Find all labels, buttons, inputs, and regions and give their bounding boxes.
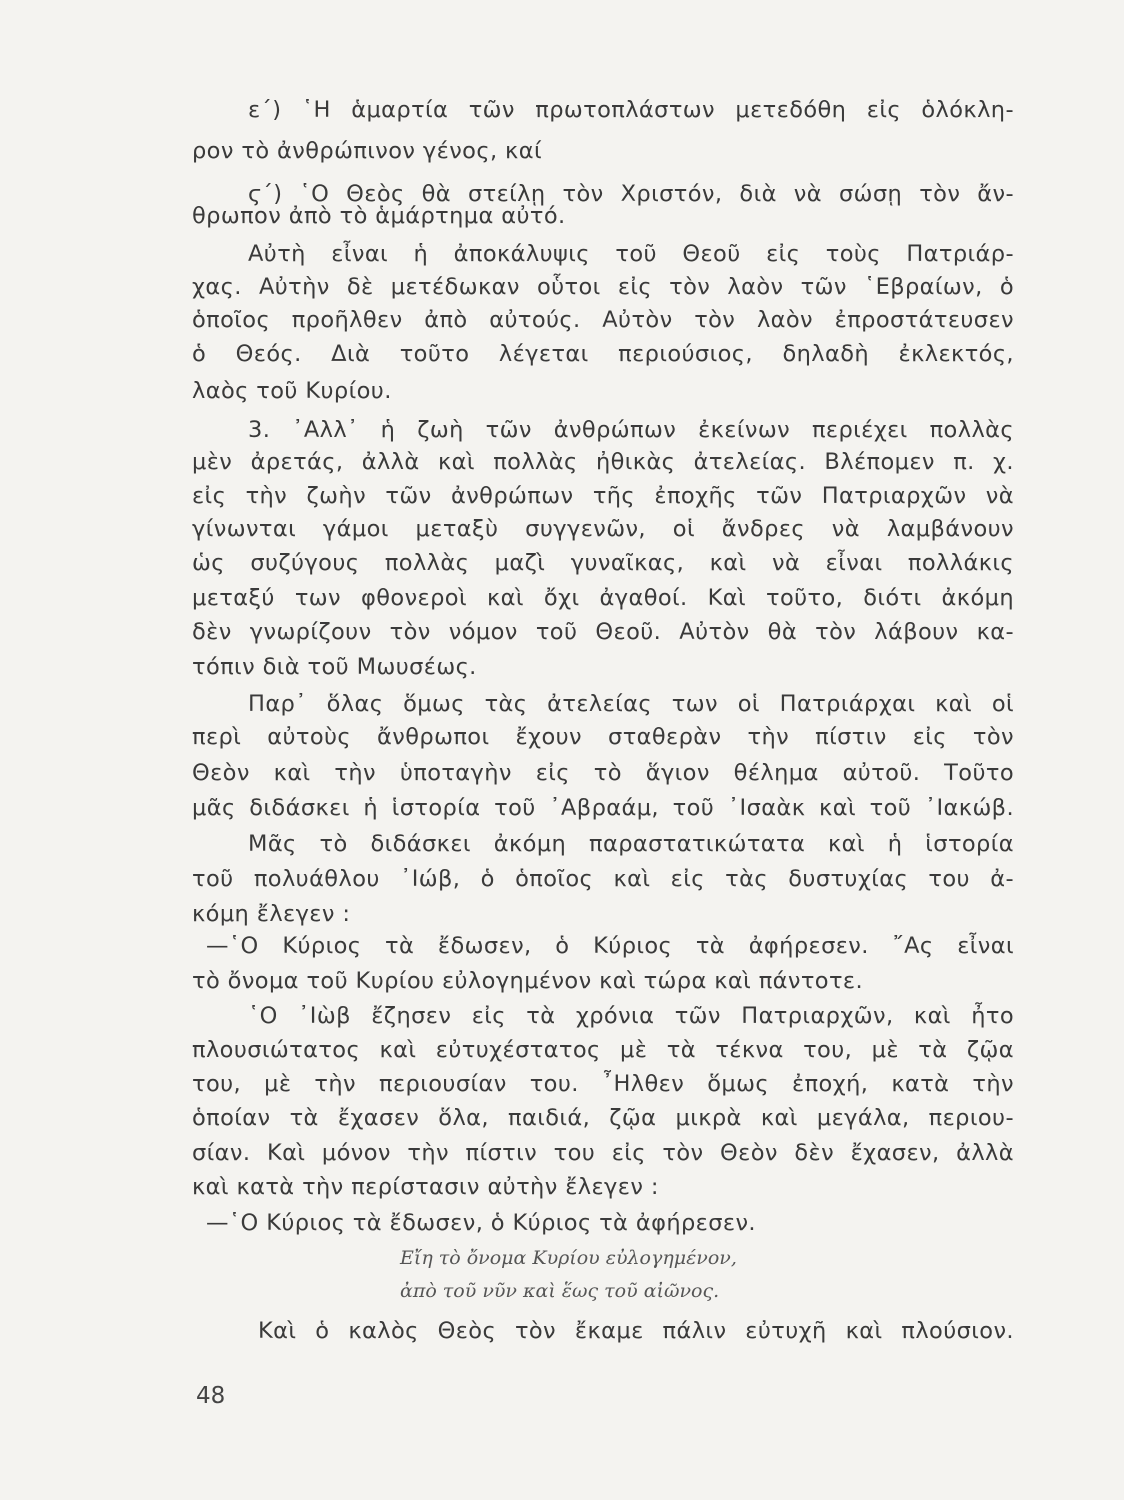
text-line: μεταξύ των φθονεροὶ καὶ ὄχι ἀγαθοί. Καὶ τοῦτο, διότι ἀκόμη	[192, 585, 1014, 611]
closing-line: Καὶ ὁ καλὸς Θεὸς τὸν ἔκαμε πάλιν εὐτυχῆ καὶ πλούσιον.	[258, 1318, 1014, 1344]
text-line: περὶ αὐτοὺς ἄνθρωποι ἔχουν σταθερὰν τὴν πίστιν εἰς τὸν	[192, 724, 1014, 750]
text-line: μὲν ἀρετάς, ἀλλὰ καὶ πολλὰς ἠθικὰς ἀτελείας. Βλέπομεν π. χ.	[192, 449, 1014, 475]
text-line: ὁποίαν τὰ ἔχασεν ὅλα, παιδιά, ζῷα μικρὰ καὶ μεγάλα, περιου-	[192, 1105, 1014, 1131]
text-line: γίνωνται γάμοι μεταξὺ συγγενῶν, οἱ ἄνδρες νὰ λαμβάνουν	[192, 516, 1014, 542]
text-line: πλουσιώτατος καὶ εὐτυχέστατος μὲ τὰ τέκνα του, μὲ τὰ ζῷα	[192, 1037, 1014, 1063]
text-line: θρωπον ἀπὸ τὸ ἁμάρτημα αὐτό.	[192, 203, 566, 229]
text-line: καὶ κατὰ τὴν περίστασιν αὐτὴν ἔλεγεν :	[192, 1174, 659, 1200]
text-line: —῾Ο Κύριος τὰ ἔδωσεν, ὁ Κύριος τὰ ἀφήρεσεν.	[206, 1210, 756, 1236]
text-line: Αὐτὴ εἶναι ἡ ἀποκάλυψις τοῦ Θεοῦ εἰς τοὺς Πατριάρ-	[248, 241, 1014, 267]
text-line: του, μὲ τὴν περιουσίαν του. ῏Ηλθεν ὅμως ἐποχή, κατὰ τὴν	[192, 1071, 1014, 1097]
text-line: λαὸς τοῦ Κυρίου.	[192, 378, 392, 404]
text-line: τόπιν διὰ τοῦ Μωυσέως.	[192, 654, 477, 680]
text-line: μᾶς διδάσκει ἡ ἱστορία τοῦ ᾿Αβραάμ, τοῦ ᾿Ισαὰκ καὶ τοῦ ᾿Ιακώβ.	[192, 795, 1014, 821]
text-line: ὁ Θεός. Διὰ τοῦτο λέγεται περιούσιος, δηλαδὴ ἐκλεκτός,	[192, 341, 1014, 367]
text-line: ε΄) ῾Η ἁμαρτία τῶν πρωτοπλάστων μετεδόθη εἰς ὁλόκλη-	[248, 97, 1014, 123]
text-line: —῾Ο Κύριος τὰ ἔδωσεν, ὁ Κύριος τὰ ἀφήρεσεν. ῎Ας εἶναι	[206, 933, 1014, 959]
text-line: δὲν γνωρίζουν τὸν νόμον τοῦ Θεοῦ. Αὐτὸν θὰ τὸν λάβουν κα-	[192, 619, 1014, 645]
text-line: τὸ ὄνομα τοῦ Κυρίου εὐλογημένον καὶ τώρα καὶ πάντοτε.	[192, 968, 864, 994]
text-line: Μᾶς τὸ διδάσκει ἀκόμη παραστατικώτατα καὶ ἡ ἱστορία	[248, 831, 1014, 857]
text-line: ϛ΄) ῾Ο Θεὸς θὰ στείλῃ τὸν Χριστόν, διὰ νὰ σώσῃ τὸν ἄν-	[248, 181, 1014, 207]
text-line: εἰς τὴν ζωὴν τῶν ἀνθρώπων τῆς ἐποχῆς τῶν Πατριαρχῶν νὰ	[192, 483, 1014, 509]
text-line: ρον τὸ ἀνθρώπινον γένος, καί	[192, 138, 542, 164]
text-line: Θεὸν καὶ τὴν ὑποταγὴν εἰς τὸ ἅγιον θέλημα αὐτοῦ. Τοῦτο	[192, 760, 1014, 786]
verse-line: ἀπὸ τοῦ νῦν καὶ ἕως τοῦ αἰῶνος.	[400, 1280, 720, 1302]
text-line: χας. Αὐτὴν δὲ μετέδωκαν οὗτοι εἰς τὸν λαὸν τῶν ῾Εβραίων, ὁ	[192, 274, 1014, 300]
text-line: κόμη ἔλεγεν :	[192, 901, 351, 927]
text-line: Παρ᾿ ὅλας ὅμως τὰς ἀτελείας των οἱ Πατριάρχαι καὶ οἱ	[248, 691, 1014, 717]
text-line: τοῦ πολυάθλου ᾿Ιώβ, ὁ ὁποῖος καὶ εἰς τὰς δυστυχίας του ἀ-	[192, 866, 1014, 892]
text-line: 3. ᾿Αλλ᾿ ἡ ζωὴ τῶν ἀνθρώπων ἐκείνων περιέχει πολλὰς	[248, 417, 1014, 443]
text-line: ὡς συζύγους πολλὰς μαζὶ γυναῖκας, καὶ νὰ εἶναι πολλάκις	[192, 550, 1014, 576]
verse-line: Εἴη τὸ ὄνομα Κυρίου εὐλογημένον,	[400, 1247, 737, 1269]
text-line: ῾Ο ᾿Ιὼβ ἔζησεν εἰς τὰ χρόνια τῶν Πατριαρχῶν, καὶ ἦτο	[248, 1003, 1014, 1029]
page-number: 48	[196, 1383, 226, 1409]
text-line: σίαν. Καὶ μόνον τὴν πίστιν του εἰς τὸν Θεὸν δὲν ἔχασεν, ἀλλὰ	[192, 1140, 1014, 1166]
text-line: ὁποῖος προῆλθεν ἀπὸ αὐτούς. Αὐτὸν τὸν λαὸν ἐπροστάτευσεν	[192, 307, 1014, 333]
